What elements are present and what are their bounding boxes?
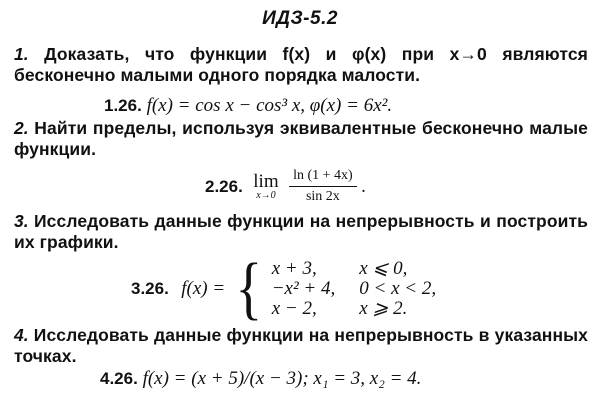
case-row	[272, 299, 442, 319]
task-3	[14, 211, 588, 253]
problem-1-26	[104, 95, 392, 117]
document-title: ИДЗ-5.2	[262, 8, 338, 29]
task-1-text: Доказать, что функции f(x) и φ(x) при x→0 являются бесконечно малыми одного порядка малости.	[14, 44, 588, 85]
limit-word: lim	[253, 171, 279, 192]
problem-2-26	[205, 168, 366, 212]
case-expression: −x² + 4,	[271, 278, 336, 299]
problem-3-26-number: 3.26.	[131, 279, 169, 298]
limit-subscript: x→0	[256, 190, 276, 201]
piecewise-lhs: f(x) =	[181, 278, 226, 299]
fraction-denominator: sin 2x	[305, 189, 340, 204]
problem-4-26	[100, 368, 421, 390]
task-4	[14, 325, 588, 367]
case-condition: x ⩽ 0,	[359, 258, 408, 279]
task-4-text: Исследовать данные функции на непрерывность в указанных точках.	[14, 325, 588, 366]
limit-fraction	[289, 168, 357, 205]
task-2-text: Найти пределы, используя эквивалентные бесконечно малые функции.	[14, 118, 588, 159]
case-condition: 0 < x < 2,	[359, 278, 437, 299]
task-1-number: 1.	[14, 44, 29, 64]
task-3-number: 3.	[14, 211, 29, 231]
piecewise-cases	[272, 259, 442, 319]
fraction-numerator: ln (1 + 4x)	[289, 168, 357, 187]
task-2	[14, 118, 588, 160]
case-condition: x ⩾ 2.	[359, 298, 408, 319]
problem-1-26-number: 1.26.	[104, 96, 142, 115]
limit-end-period: .	[361, 175, 366, 197]
problem-2-26-number: 2.26.	[205, 176, 243, 196]
left-brace: {	[235, 250, 262, 327]
task-2-number: 2.	[14, 118, 29, 138]
case-expression: x + 3,	[271, 258, 317, 279]
case-row	[272, 259, 442, 279]
problem-4-26-number: 4.26.	[100, 369, 138, 388]
task-1	[14, 44, 588, 86]
task-4-number: 4.	[14, 325, 29, 345]
problem-3-26	[131, 250, 442, 327]
case-row	[272, 279, 442, 299]
problem-1-26-formula: f(x) = cos x − cos³ x, φ(x) = 6x².	[146, 95, 393, 116]
problem-4-26-formula: f(x) = (x + 5)/(x − 3); x₁ = 3, x₂ = 4.	[142, 368, 422, 389]
limit-operator	[253, 172, 278, 201]
task-3-text: Исследовать данные функции на непрерывность и построить их графики.	[14, 211, 588, 252]
case-expression: x − 2,	[271, 298, 317, 319]
